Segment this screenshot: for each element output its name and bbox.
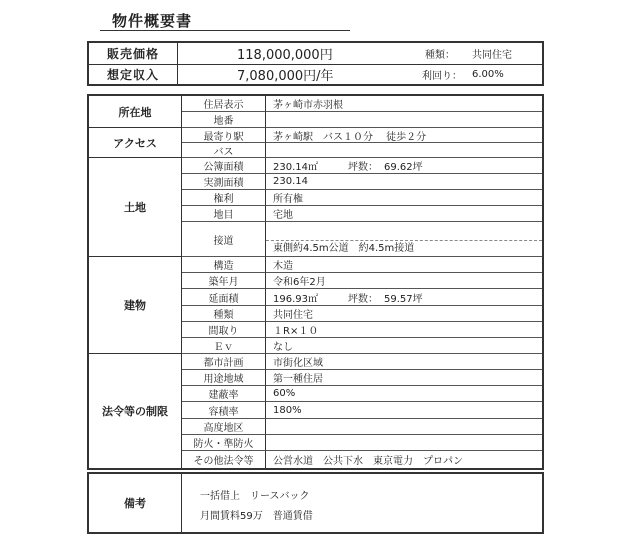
urban-plan-label: 都市計画 [182, 354, 266, 370]
zoning-value: 第一種住居 [266, 370, 542, 386]
rights-label: 権利 [182, 190, 266, 206]
building-type-value: 共同住宅 [266, 306, 542, 322]
survey-area-value: 230.14 [266, 174, 542, 190]
lot-value [266, 112, 542, 128]
structure-value: 木造 [266, 257, 542, 273]
survey-area-label: 実測面積 [182, 174, 266, 190]
floor-area-value: 196.93㎡ [273, 293, 318, 305]
public-area-value: 230.14㎡ [273, 162, 318, 173]
building-tsubo-label: 坪数： [348, 293, 378, 305]
far-value: 180% [266, 402, 542, 419]
lot-label: 地番 [182, 112, 266, 128]
price-summary-box [87, 41, 544, 86]
station-value: 茅ヶ崎駅 バス１０分 徒歩２分 [266, 128, 542, 143]
height-value [266, 419, 542, 435]
category-building: 建物 [89, 257, 182, 354]
price-row [89, 43, 542, 65]
address-label: 住居表示 [182, 96, 266, 112]
road-divider [266, 240, 542, 241]
road-label: 接道 [182, 222, 266, 257]
bus-value [266, 143, 542, 158]
remarks-line-2: 月間賃料59万 普通賃借 [200, 511, 313, 522]
public-area-label: 公簿面積 [182, 158, 266, 174]
land-category-value: 宅地 [266, 206, 542, 222]
yield-label: 利回り： [422, 71, 462, 82]
structure-label: 構造 [182, 257, 266, 273]
income-label: 想定収入 [89, 64, 178, 85]
public-area-row [266, 158, 542, 174]
type-value: 共同住宅 [472, 50, 512, 61]
other-label: その他法令等 [182, 451, 266, 468]
land-category-label: 地目 [182, 206, 266, 222]
category-access: アクセス [89, 128, 182, 158]
title-underline [100, 30, 350, 31]
category-land: 土地 [89, 158, 182, 257]
remarks-box [87, 472, 544, 534]
category-location: 所在地 [89, 96, 182, 128]
yield-value: 6.00% [472, 69, 504, 80]
built-value: 令和6年2月 [266, 273, 542, 289]
rights-value: 所有権 [266, 190, 542, 206]
station-label: 最寄り駅 [182, 128, 266, 143]
height-label: 高度地区 [182, 419, 266, 435]
property-table [87, 94, 544, 470]
type-label: 種類： [425, 50, 455, 61]
other-value: 公営水道 公共下水 東京電力 プロパン [273, 456, 463, 467]
fire-label: 防火・準防火 [182, 435, 266, 451]
bus-label: バス [182, 143, 266, 158]
zoning-label: 用途地域 [182, 370, 266, 386]
ev-label: Ｅｖ [182, 338, 266, 354]
built-label: 築年月 [182, 273, 266, 289]
category-regulations: 法令等の制限 [89, 354, 182, 468]
urban-plan-value: 市街化区域 [266, 354, 542, 370]
address-value: 茅ヶ崎市赤羽根 [266, 96, 542, 112]
land-tsubo-value: 69.62坪 [384, 162, 423, 173]
road-value: 東側約4.5m公道 約4.5m接道 [266, 222, 542, 257]
far-label: 容積率 [182, 402, 266, 419]
income-value: 7,080,000円/年 [237, 69, 334, 84]
ev-value: なし [266, 338, 542, 354]
coverage-label: 建蔽率 [182, 386, 266, 402]
document-title: 物件概要書 [112, 12, 193, 30]
floor-area-row [266, 289, 542, 306]
building-tsubo-value: 59.57坪 [384, 293, 423, 305]
price-label: 販売価格 [89, 43, 178, 64]
price-value: 118,000,000円 [237, 48, 333, 63]
layout-label: 間取り [182, 322, 266, 338]
layout-value: １R×１０ [266, 322, 542, 338]
coverage-value: 60% [266, 386, 542, 402]
building-type-label: 種類 [182, 306, 266, 322]
income-row [89, 64, 542, 85]
fire-value [266, 435, 542, 451]
remarks-line-1: 一括借上 リースバック [200, 491, 310, 502]
land-tsubo-label: 坪数： [348, 162, 378, 173]
floor-area-label: 延面積 [182, 289, 266, 306]
remarks-label: 備考 [89, 474, 182, 532]
